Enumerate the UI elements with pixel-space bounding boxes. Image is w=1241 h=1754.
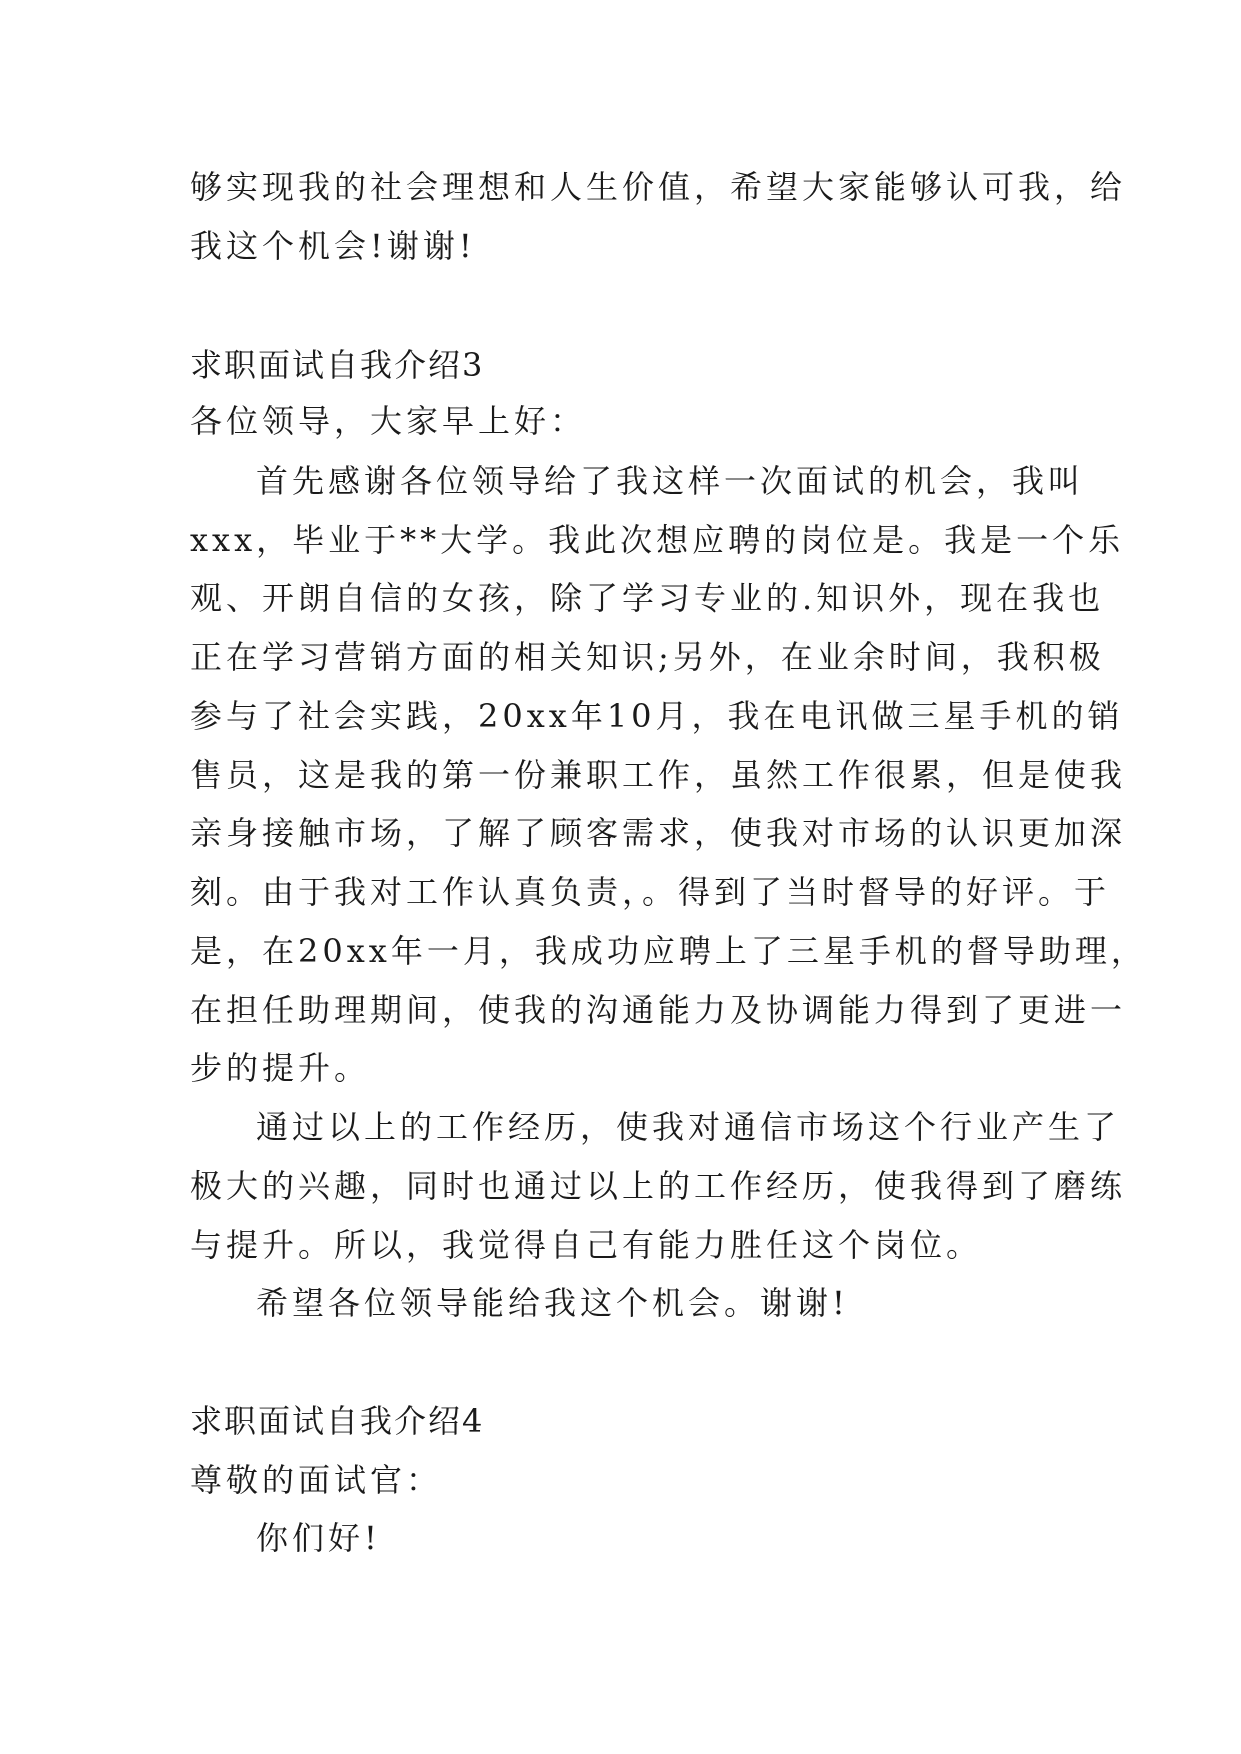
paragraph-line: 在担任助理期间，使我的沟通能力及协调能力得到了更进一 bbox=[190, 991, 1127, 1029]
section-4-title: 求职面试自我介绍4 bbox=[190, 1402, 485, 1440]
section-4-salutation: 尊敬的面试官： bbox=[190, 1461, 443, 1499]
paragraph-line: 首先感谢各位领导给了我这样一次面试的机会，我叫 bbox=[256, 462, 1085, 500]
paragraph-line: 希望各位领导能给我这个机会。谢谢! bbox=[256, 1284, 849, 1322]
paragraph-line: 参与了社会实践，20xx年10月，我在电讯做三星手机的销 bbox=[190, 697, 1124, 735]
paragraph-line: 刻。由于我对工作认真负责，。得到了当时督导的好评。于 bbox=[190, 873, 1111, 911]
paragraph-line: 通过以上的工作经历，使我对通信市场这个行业产生了 bbox=[256, 1108, 1121, 1146]
paragraph-line: 极大的兴趣，同时也通过以上的工作经历，使我得到了磨练 bbox=[190, 1167, 1127, 1205]
section-4-greeting: 你们好! bbox=[256, 1519, 381, 1557]
paragraph-line: 与提升。所以，我觉得自己有能力胜任这个岗位。 bbox=[190, 1226, 983, 1264]
continuation-line: 我这个机会!谢谢! bbox=[190, 227, 476, 265]
paragraph-line: 售员，这是我的第一份兼职工作，虽然工作很累，但是使我 bbox=[190, 756, 1127, 794]
paragraph-line: 步的提升。 bbox=[190, 1049, 371, 1087]
paragraph-line: 是，在20xx年一月，我成功应聘上了三星手机的督导助理， bbox=[190, 932, 1147, 970]
paragraph-line: 观、开朗自信的女孩，除了学习专业的.知识外，现在我也 bbox=[190, 579, 1105, 617]
paragraph-line: xxx，毕业于**大学。我此次想应聘的岗位是。我是一个乐 bbox=[190, 521, 1125, 559]
paragraph-line: 正在学习营销方面的相关知识;另外，在业余时间，我积极 bbox=[190, 638, 1105, 676]
section-3-title: 求职面试自我介绍3 bbox=[190, 346, 485, 384]
continuation-line: 够实现我的社会理想和人生价值，希望大家能够认可我，给 bbox=[190, 168, 1127, 206]
section-3-salutation: 各位领导，大家早上好： bbox=[190, 402, 587, 440]
paragraph-line: 亲身接触市场，了解了顾客需求，使我对市场的认识更加深 bbox=[190, 814, 1127, 852]
